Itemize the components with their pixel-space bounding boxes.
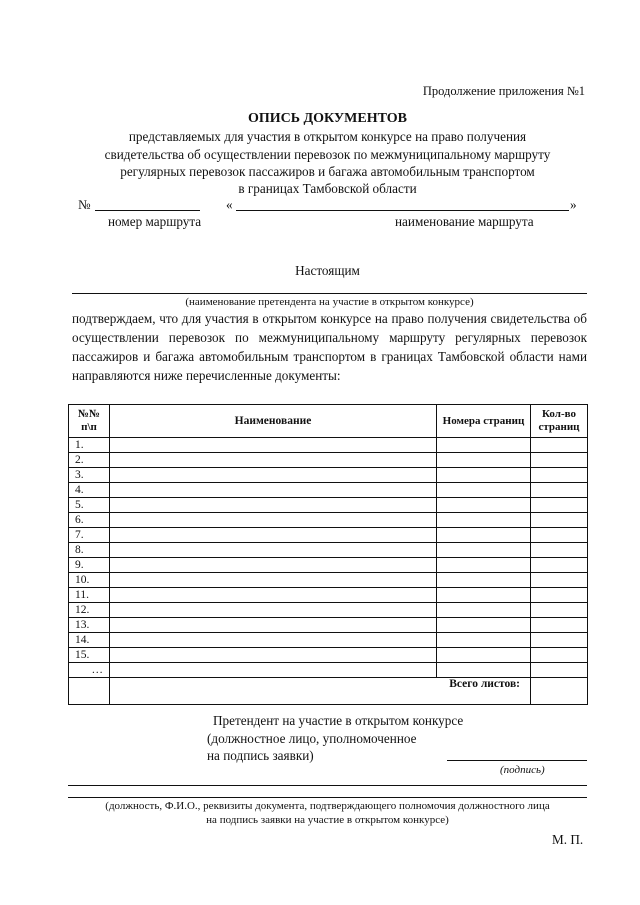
row-name-cell[interactable] bbox=[110, 483, 437, 498]
route-number-blank[interactable] bbox=[95, 210, 200, 211]
declaration-lead: Настоящим bbox=[295, 263, 360, 278]
row-pages-cell[interactable] bbox=[437, 588, 531, 603]
row-count-cell[interactable] bbox=[531, 438, 588, 453]
row-pages-cell[interactable] bbox=[437, 483, 531, 498]
total-label: Всего листов: bbox=[110, 678, 531, 705]
row-pages-cell[interactable] bbox=[437, 498, 531, 513]
row-pages-cell[interactable] bbox=[437, 453, 531, 468]
row-index: 9. bbox=[69, 558, 110, 573]
signature-line-3: на подпись заявки) bbox=[207, 748, 314, 763]
row-index: 10. bbox=[69, 573, 110, 588]
footer-caption-2: на подпись заявки на участие в открытом конкурсе) bbox=[206, 814, 449, 826]
position-line-2[interactable] bbox=[68, 797, 587, 798]
row-count-cell[interactable] bbox=[531, 663, 588, 678]
number-sign: № bbox=[78, 197, 91, 212]
row-count-cell[interactable] bbox=[531, 543, 588, 558]
row-name-cell[interactable] bbox=[110, 603, 437, 618]
row-index: 15. bbox=[69, 648, 110, 663]
declaration-paragraph: подтверждаем, что для участия в открытом конкурсе на право получения свидетельства об осуществлении перевозок по межмуниципальному маршруту регулярных перевозок пассажиров и багажа автомобильным транспортом в границах Тамбовской области нами направляются ниже перечисленные документы: bbox=[72, 311, 587, 383]
row-pages-cell[interactable] bbox=[437, 543, 531, 558]
title-line-1: представляемых для участия в открытом конкурсе на право получения bbox=[128, 129, 527, 144]
signature-line-1: Претендент на участие в открытом конкурсе bbox=[213, 713, 464, 728]
row-pages-cell[interactable] bbox=[437, 513, 531, 528]
row-pages-cell[interactable] bbox=[437, 603, 531, 618]
route-name-blank[interactable] bbox=[236, 210, 569, 211]
table-row bbox=[69, 603, 588, 618]
quote-close: » bbox=[570, 197, 577, 212]
row-pages-cell[interactable] bbox=[437, 663, 531, 678]
position-line-1[interactable] bbox=[68, 785, 587, 786]
total-row bbox=[69, 678, 588, 705]
header-name: Наименование bbox=[110, 405, 437, 438]
row-name-cell[interactable] bbox=[110, 498, 437, 513]
documents-table bbox=[68, 404, 588, 705]
row-index: 12. bbox=[69, 603, 110, 618]
signature-blank[interactable] bbox=[447, 760, 587, 761]
row-name-cell[interactable] bbox=[110, 513, 437, 528]
row-name-cell[interactable] bbox=[110, 453, 437, 468]
row-pages-cell[interactable] bbox=[437, 633, 531, 648]
row-index: 8. bbox=[69, 543, 110, 558]
header-pages: Номера страниц bbox=[437, 405, 531, 438]
row-count-cell[interactable] bbox=[531, 528, 588, 543]
row-pages-cell[interactable] bbox=[437, 468, 531, 483]
row-name-cell[interactable] bbox=[110, 648, 437, 663]
row-pages-cell[interactable] bbox=[437, 528, 531, 543]
row-name-cell[interactable] bbox=[110, 543, 437, 558]
row-name-cell[interactable] bbox=[110, 618, 437, 633]
row-count-cell[interactable] bbox=[531, 633, 588, 648]
table-row bbox=[69, 588, 588, 603]
total-empty-cell bbox=[69, 678, 110, 705]
row-name-cell[interactable] bbox=[110, 528, 437, 543]
table-row bbox=[69, 498, 588, 513]
row-count-cell[interactable] bbox=[531, 573, 588, 588]
stamp-label: М. П. bbox=[552, 832, 584, 847]
table-row bbox=[69, 663, 588, 678]
row-index: 7. bbox=[69, 528, 110, 543]
row-name-cell[interactable] bbox=[110, 663, 437, 678]
row-count-cell[interactable] bbox=[531, 483, 588, 498]
document-title: ОПИСЬ ДОКУМЕНТОВ bbox=[247, 111, 408, 126]
row-count-cell[interactable] bbox=[531, 618, 588, 633]
row-name-cell[interactable] bbox=[110, 468, 437, 483]
continuation-note: Продолжение приложения №1 bbox=[422, 84, 585, 98]
row-name-cell[interactable] bbox=[110, 633, 437, 648]
row-count-cell[interactable] bbox=[531, 603, 588, 618]
total-count-cell[interactable] bbox=[531, 678, 588, 705]
row-index: 2. bbox=[69, 453, 110, 468]
table-row bbox=[69, 453, 588, 468]
table-row bbox=[69, 618, 588, 633]
signature-line-2: (должностное лицо, уполномоченное bbox=[207, 731, 417, 746]
row-count-cell[interactable] bbox=[531, 453, 588, 468]
row-count-cell[interactable] bbox=[531, 513, 588, 528]
title-line-2: свидетельства об осуществлении перевозок по межмуниципальному маршруту bbox=[104, 147, 551, 162]
row-pages-cell[interactable] bbox=[437, 558, 531, 573]
table-row bbox=[69, 648, 588, 663]
row-index: … bbox=[69, 663, 110, 678]
row-pages-cell[interactable] bbox=[437, 573, 531, 588]
row-index: 13. bbox=[69, 618, 110, 633]
quote-open: « bbox=[226, 197, 233, 212]
row-name-cell[interactable] bbox=[110, 438, 437, 453]
signature-caption: (подпись) bbox=[500, 764, 545, 776]
row-index: 4. bbox=[69, 483, 110, 498]
row-name-cell[interactable] bbox=[110, 558, 437, 573]
row-name-cell[interactable] bbox=[110, 573, 437, 588]
applicant-caption: (наименование претендента на участие в открытом конкурсе) bbox=[185, 296, 474, 308]
row-index: 1. bbox=[69, 438, 110, 453]
row-name-cell[interactable] bbox=[110, 588, 437, 603]
row-index: 11. bbox=[69, 588, 110, 603]
table-row bbox=[69, 558, 588, 573]
row-count-cell[interactable] bbox=[531, 468, 588, 483]
table-row bbox=[69, 438, 588, 453]
table-row bbox=[69, 543, 588, 558]
row-pages-cell[interactable] bbox=[437, 618, 531, 633]
footer-caption-1: (должность, Ф.И.О., реквизиты документа, подтверждающего полномочия должностного лица bbox=[105, 800, 550, 812]
row-count-cell[interactable] bbox=[531, 648, 588, 663]
row-index: 3. bbox=[69, 468, 110, 483]
title-line-3: регулярных перевозок пассажиров и багажа автомобильным транспортом bbox=[120, 164, 535, 179]
row-count-cell[interactable] bbox=[531, 588, 588, 603]
row-pages-cell[interactable] bbox=[437, 648, 531, 663]
table-row bbox=[69, 633, 588, 648]
header-num: №№ п\п bbox=[69, 405, 110, 438]
row-pages-cell[interactable] bbox=[437, 438, 531, 453]
route-number-caption: номер маршрута bbox=[108, 214, 202, 229]
table-row bbox=[69, 468, 588, 483]
applicant-name-blank[interactable] bbox=[72, 293, 587, 294]
table-row bbox=[69, 528, 588, 543]
title-line-4: в границах Тамбовской области bbox=[238, 181, 417, 196]
table-row bbox=[69, 573, 588, 588]
row-count-cell[interactable] bbox=[531, 498, 588, 513]
table-row bbox=[69, 483, 588, 498]
table-row bbox=[69, 513, 588, 528]
row-index: 6. bbox=[69, 513, 110, 528]
header-count: Кол-во страниц bbox=[531, 405, 588, 438]
route-name-caption: наименование маршрута bbox=[395, 214, 534, 229]
row-index: 5. bbox=[69, 498, 110, 513]
row-count-cell[interactable] bbox=[531, 558, 588, 573]
row-index: 14. bbox=[69, 633, 110, 648]
